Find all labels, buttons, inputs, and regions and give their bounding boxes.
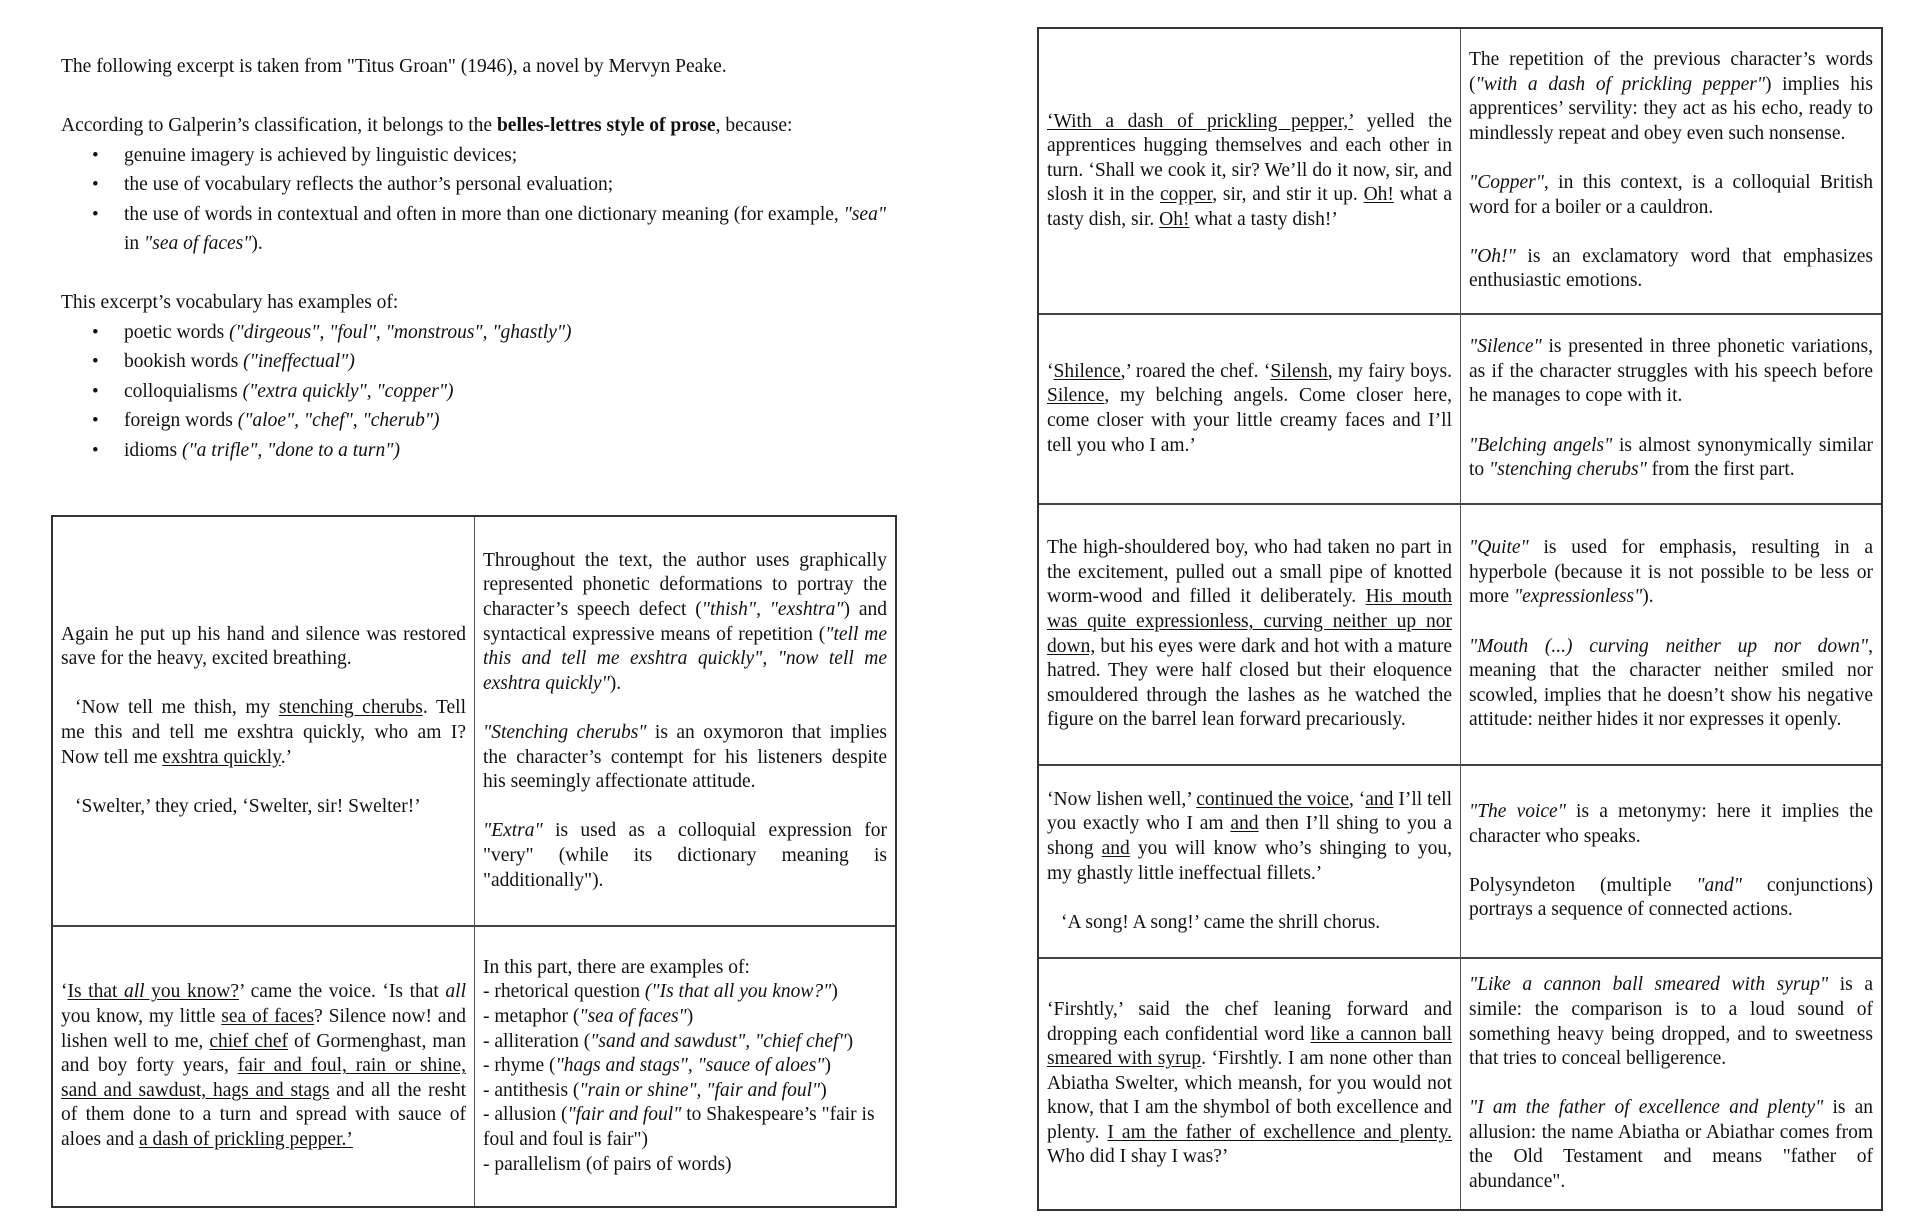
device-item: - parallelism (of pairs of words) (483, 1153, 732, 1175)
device-item: - antithesis ("rain or shine", "fair and foul") (483, 1079, 827, 1101)
excerpt-cell: The high-shouldered boy, who had taken no part in the excitement, pulled out a small pipe of knotted worm-wood and filled it deliberately. His mouth was quite expressionless, curving neither up nor down, but his eyes were dark and hot with a mature hatred. They were half closed but their eloquence smouldered through the lashes as he watched the figure on the barrel lean forward precariously. (1039, 505, 1461, 766)
classification-line: According to Galperin’s classification, it belongs to the belles-lettres style of prose, because: (61, 115, 793, 136)
vocab-heading: This excerpt’s vocabulary has examples of: (61, 292, 399, 313)
vocab-item: • bookish words ("ineffectual") (124, 347, 901, 377)
reason-item: • genuine imagery is achieved by linguistic devices; (124, 141, 901, 171)
analysis-cell: "Like a cannon ball smeared with syrup" is a simile: the comparison is to a loud sound of something heavy being dropped, and to sweetness that tries to conceal belligerence. "I am the father of excellence and plenty" is an allusion: the name Abiatha or Abiathar comes from the Old Testament and means "father of abundance". (1469, 974, 1873, 1193)
vocab-item: • idioms ("a trifle", "done to a turn") (124, 436, 901, 466)
analysis-cell: The repetition of the previous character’s words ("with a dash of prickling pepper") implies his apprentices’ servility: they act as his echo, ready to mindlessly repeat and obey even such nonsense. "Copper", in this context, is a colloquial British word for a boiler or a cauldron. "Oh!" is an exclamatory word that emphasizes enthusiastic emotions. (1461, 29, 1881, 315)
excerpt-cell: ‘Shilence,’ roared the chef. ‘Silensh, my fairy boys. Silence, my belching angels. Come closer here, come closer with your little creamy faces and I’ll tell you who I am.’ (1039, 315, 1461, 505)
excerpt-cell: ‘With a dash of prickling pepper,’ yelled the apprentices hugging themselves and each other in turn. ‘Shall we cook it, sir? We’ll do it now, sir, and slosh it in the copper, sir, and stir it up. Oh! what a tasty dish, sir. Oh! what a tasty dish!’ (1039, 29, 1461, 315)
device-item: - metaphor ("sea of faces") (483, 1006, 694, 1028)
analysis-cell: "The voice" is a metonymy: here it implies the character who speaks. Polysyndeton (multiple "and" conjunctions) portrays a sequence of connected actions. (1461, 766, 1881, 959)
intro-section (61, 52, 901, 465)
device-item: - rhyme ("hags and stags", "sauce of aloes") (483, 1055, 831, 1077)
excerpt-cell: ‘Firshtly,’ said the chef leaning forward and dropping each confidential word like a cannon ball smeared with syrup. ‘Firshtly. I am none other than Abiatha Swelter, which meansh, for you would not know, that I am the shymbol of both excellence and plenty. I am the father of exchellence and plenty. Who did I shay I was?’ (1039, 959, 1461, 1209)
analysis-cell: In this part, there are examples of: - rhetorical question ("Is that all you know?") - metaphor ("sea of faces") - alliteration ("sand and sawdust", "chief chef") - rhyme ("hags and stags", "sauce of aloes") - antithesis ("rain or shine", "fair and foul") - allusion ("fair and foul" to Shakespeare’s "fair is foul and foul is fair") - parallelism (of pairs of words) (475, 927, 895, 1206)
analysis-cell: Throughout the text, the author uses graphically represented phonetic deformations to portray the character’s speech defect ("thish", "exshtra") and syntactical expressive means of repetition ("tell me this and tell me exshtra quickly", "now tell me exshtra quickly"). "Stenching cherubs" is an oxymoron that implies the character’s contempt for his listeners despite his seemingly affectionate attitude. "Extra" is used as a colloquial expression for "very" (while its dictionary meaning is "additionally"). (475, 517, 895, 927)
reason-item: • the use of vocabulary reflects the author’s personal evaluation; (124, 170, 901, 200)
excerpt-cell: ‘Now lishen well,’ continued the voice, ‘and I’ll tell you exactly who I am and then I’ll shing to you a shong and you will know who’s shinging to you, my ghastly little ineffectual fillets.’ ‘A song! A song!’ came the shrill chorus. (1039, 766, 1461, 959)
vocab-list (61, 318, 901, 466)
style-name: belles-lettres style of prose (496, 115, 716, 136)
analysis-cell: "Quite" is used for emphasis, resulting in a hyperbole (because it is not possible to be less or more "expressionless"). "Mouth (...) curving neither up nor down", meaning that the character neither smiled nor scowled, implies that he doesn’t show his negative attitude: neither hides it nor expresses it openly. (1461, 505, 1881, 766)
device-item: - alliteration ("sand and sawdust", "chief chef") (483, 1030, 854, 1052)
analysis-cell: "Silence" is presented in three phonetic variations, as if the character struggles with his speech before he manages to cope with it. "Belching angels" is almost synonymically similar to "stenching cherubs" from the first part. (1461, 315, 1881, 505)
vocab-item: • poetic words ("dirgeous", "foul", "monstrous", "ghastly") (124, 318, 901, 348)
analysis-table-right (1037, 27, 1883, 1211)
source-line: The following excerpt is taken from "Titus Groan" (1946), a novel by Mervyn Peake. (61, 56, 727, 77)
reasons-list (61, 141, 901, 259)
device-item: - allusion ("fair and foul" to Shakespeare’s "fair is foul and foul is fair") (483, 1104, 875, 1150)
reason-item: • the use of words in contextual and often in more than one dictionary meaning (for example, "sea" in "sea of faces"). (124, 200, 901, 259)
device-item: - rhetorical question ("Is that all you know?") (483, 981, 838, 1003)
analysis-table-left (51, 515, 897, 1208)
excerpt-cell: Again he put up his hand and silence was restored save for the heavy, excited breathing. ‘Now tell me thish, my stenching cherubs. Tell me this and tell me exshtra quickly, who am I? Now tell me exshtra quickly.’ ‘Swelter,’ they cried, ‘Swelter, sir! Swelter!’ (53, 517, 475, 927)
vocab-item: • foreign words ("aloe", "chef", "cherub") (124, 406, 901, 436)
vocab-item: • colloquialisms ("extra quickly", "copper") (124, 377, 901, 407)
excerpt-cell: ‘Is that all you know?’ came the voice. ‘Is that all you know, my little sea of faces? Silence now! and lishen well to me, chief chef of Gormenghast, man and boy forty years, fair and foul, rain or shine, sand and sawdust, hags and stags and all the resht of them done to a turn and spread with sauce of aloes and a dash of prickling pepper.’ (53, 927, 475, 1206)
